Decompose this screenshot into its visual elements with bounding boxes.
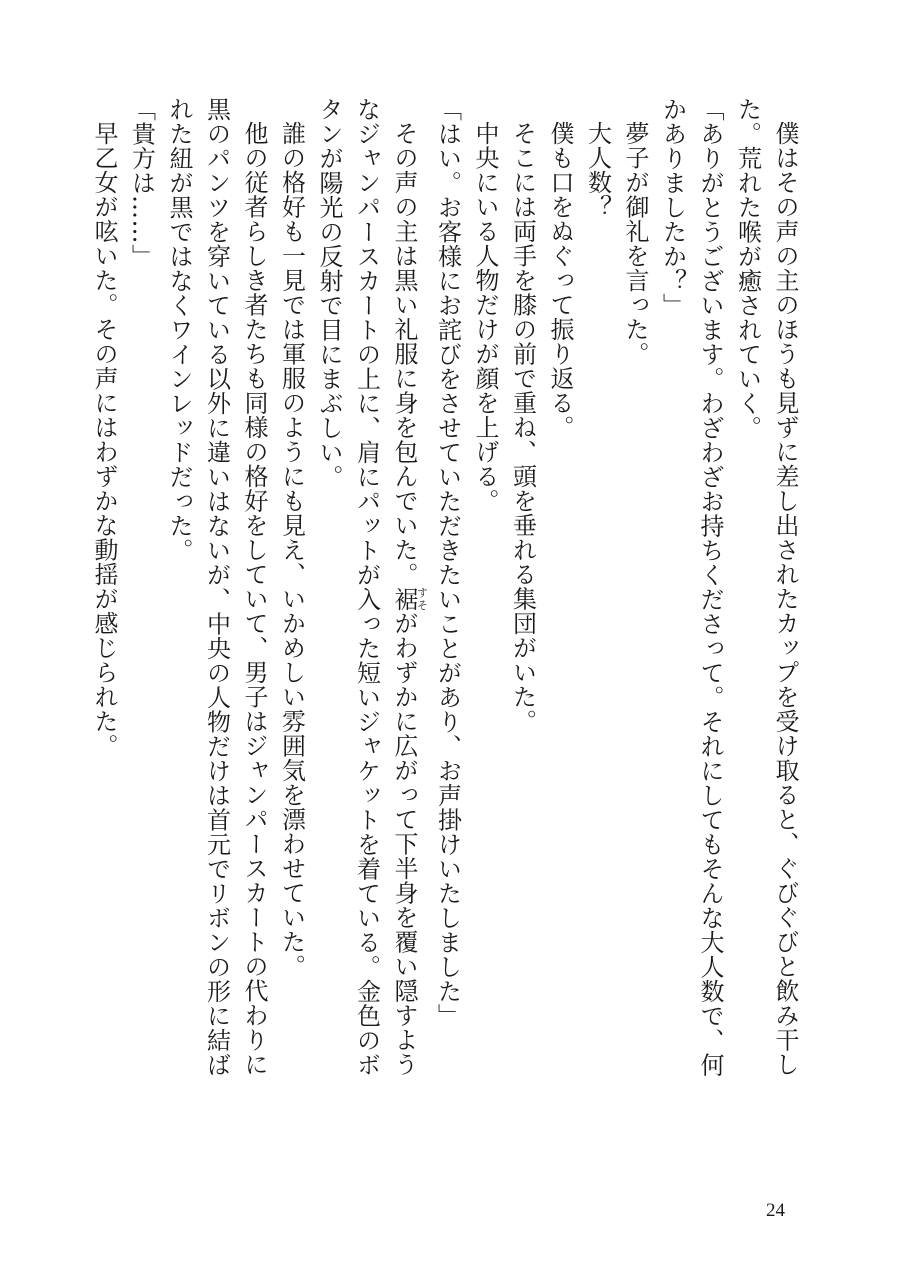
page-number: 24 — [766, 1200, 785, 1221]
paragraph: 「はい。お客様にお詫びをさせていただきたいことがあり、お声掛けいたしました」 — [433, 97, 462, 1028]
paragraph: 僕も口をぬぐって振り返る。 — [546, 121, 574, 440]
paragraph-part: がわずかに広がって下半身を覆い隠すようなジャンパースカートの上に、肩にパットが入った短いジャケットを着ている。金色のボタンが陽光の反射で目にまぶしい。 — [315, 97, 418, 1077]
ruby-base: 裾 — [390, 586, 418, 611]
paragraph: 「ありがとうございます。わざわざお持ちくださって。それにしてもそんな大人数で、何かありましたか？」 — [658, 97, 724, 1077]
paragraph: そこには両手を膝の前で重ね、頭を垂れる集団がいた。 — [508, 121, 537, 734]
ruby-reading: すそ — [415, 586, 429, 611]
paragraph: 中央にいる人物だけが顔を上げる。 — [471, 121, 499, 513]
paragraph: 僕はその声の主のほうも見ずに差し出されたカップを受け取ると、ぐびぐびと飲み干した。荒れた喉が癒されていく。 — [733, 97, 799, 1077]
ruby-annotation — [390, 586, 429, 612]
paragraph-with-ruby — [310, 97, 429, 1097]
paragraph: 「貴方は……」 — [127, 97, 156, 269]
paragraph: 大人数？ — [583, 121, 612, 219]
vertical-text-body — [90, 97, 803, 1097]
paragraph: 夢子が御礼を言った。 — [621, 121, 649, 366]
paragraph-part: その声の主は黒い礼服に身を包んでいた。 — [390, 121, 418, 587]
paragraph: 誰の格好も一見では軍服のようにも見え、いかめしい雰囲気を漂わせていた。 — [277, 121, 306, 979]
paragraph: 他の従者らしき者たちも同様の格好をしていて、男子はジャンパースカートの代わりに黒のパンツを穿いている以外に違いはないが、中央の人物だけは首元でリボンの形に結ばれた紐が黒ではなくワインレッドだった。 — [165, 97, 268, 1077]
paragraph: 早乙女が呟いた。その声にはわずかな動揺が感じられた。 — [90, 121, 118, 758]
